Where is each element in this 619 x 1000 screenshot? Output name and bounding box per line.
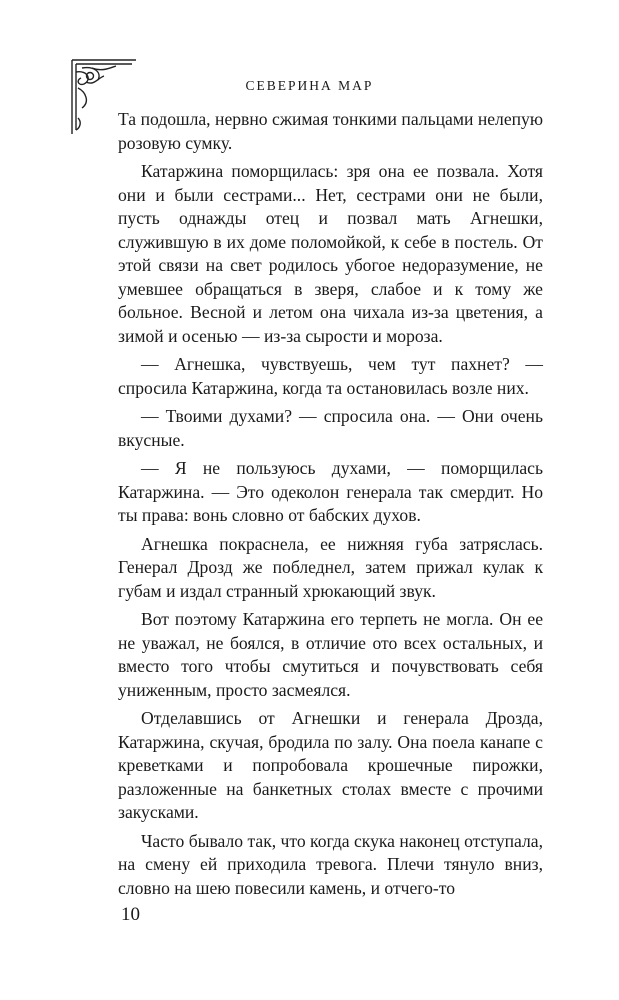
paragraph: — Агнешка, чувствуешь, чем тут пахнет? — спросила Катаржина, когда та остановилась возле них. — [118, 354, 543, 398]
paragraph: — Твоими духами? — спросила она. — Они очень вкусные. — [118, 406, 543, 450]
body-text — [118, 108, 543, 905]
paragraph: Отделавшись от Агнешки и генерала Дрозда, Катаржина, скучая, бродила по залу. Она поела канапе с креветками и попробовала крошечные пирожки, разложенные на банкетных столах вместе с прочими закусками. — [118, 708, 543, 822]
paragraph: Катаржина поморщилась: зря она ее позвала. Хотя они и были сестрами... Нет, сестрами они не были, пусть однажды отец и позвал мать Агнешки, служившую в их доме поломойкой, к себе в постель. От этой связи на свет родилось убогое недоразумение, не умевшее обращаться в зверя, слабое и к тому же больное. Весной и летом она чихала из-за цветения, а зимой и осенью — из-за сырости и мороза. — [118, 161, 543, 346]
page-number: 10 — [121, 904, 140, 925]
paragraph: — Я не пользуюсь духами, — поморщилась Катаржина. — Это одеколон генерала так смердит. Но ты права: вонь словно от бабских духов. — [118, 458, 543, 525]
paragraph: Вот поэтому Катаржина его терпеть не могла. Он ее не уважал, не боялся, в отличие ото всех остальных, и вместо того чтобы смутиться и почувствовать себя униженным, просто засмеялся. — [118, 609, 543, 700]
paragraph: Часто бывало так, что когда скука наконец отступала, на смену ей приходила тревога. Плечи тянуло вниз, словно на шею повесили камень, и отчего-то — [118, 830, 544, 898]
running-head: СЕВЕРИНА МАР — [245, 78, 374, 93]
paragraph: Та подошла, нервно сжимая тонкими пальцами нелепую розовую сумку. — [118, 109, 543, 153]
paragraph: Агнешка покраснела, ее нижняя губа затряслась. Генерал Дрозд же побледнел, затем прижал кулак к губам и издал странный хрюкающий звук. — [118, 533, 543, 601]
